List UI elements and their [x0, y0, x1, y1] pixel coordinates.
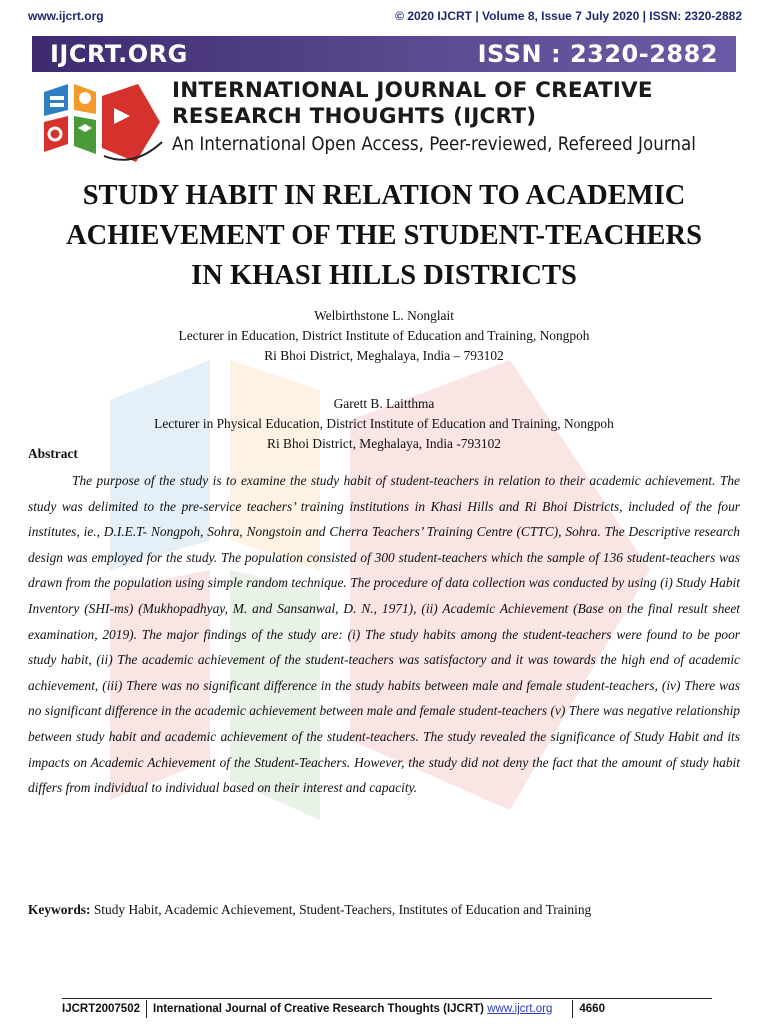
- author-block: [20, 306, 748, 454]
- issue-line: © 2020 IJCRT | Volume 8, Issue 7 July 2020 | ISSN: 2320-2882: [395, 9, 742, 23]
- page-number: 4660: [579, 1003, 605, 1015]
- footer-divider-2: [572, 1000, 573, 1018]
- paper-title-line3: IN KHASI HILLS DISTRICTS: [191, 260, 577, 291]
- site-url[interactable]: www.ijcrt.org: [28, 9, 104, 23]
- paper-id: IJCRT2007502: [62, 1003, 140, 1015]
- author2-affiliation: Lecturer in Physical Education, District Institute of Education and Training, Nongpoh: [154, 416, 614, 431]
- footer-divider: [146, 1000, 147, 1018]
- journal-title-line1: INTERNATIONAL JOURNAL OF CREATIVE: [172, 78, 653, 103]
- footer-url-link[interactable]: www.ijcrt.org: [487, 1003, 553, 1015]
- page-footer: [62, 998, 712, 1019]
- running-header: [28, 6, 742, 26]
- banner-issn: ISSN : 2320-2882: [477, 40, 718, 68]
- paper-title-line2: ACHIEVEMENT OF THE STUDENT-TEACHERS: [66, 220, 702, 251]
- keywords: [28, 900, 740, 920]
- abstract-text: The purpose of the study is to examine the study habit of student-teachers in relation to their academic achievement. The study was delimited to the pre-service teachers’ training institutions in Khasi Hills and Ri Bhoi Districts, included of the four institutes, ie., D.I.E.T- Nongpoh, Sohra, Nongstoin and Cherra Teachers’ Training Centre (CTTC), Sohra. The Descriptive research design was employed for the study. The population consisted of 300 student-teachers which the sample of 136 student-teachers was drawn from the population using simple random technique. The procedure of data collection was conducted by using (i) Study Habit Inventory (SHI-ms) (Mukhopadhyay, M. and Sansanwal, D. N., 1971), (ii) Academic Achievement (Base on the final result sheet examination, 2019). The major findings of the study are: (i) The study habits among the student-teachers were found to be poor study habit, (ii) The academic achievement of the student-teachers was satisfactory and it was towards the high end of academic achievement, (iii) There was no significant difference in the study habits between male and female student-teachers, (iv) There was no significant difference in the academic achievement between male and female student-teachers (v) There was negative relationship between study habit and academic achievement of the student-teachers. The study revealed the significance of Study Habit and its impacts on Academic Achievement of the Student-Teachers. However, the study did not deny the fact that the amount of study habit differs from individual to individual based on their interest and capacity.: [28, 473, 740, 796]
- footer-journal-name: International Journal of Creative Research Thoughts (IJCRT): [153, 1003, 484, 1015]
- ijcrt-logo-icon: [38, 82, 166, 170]
- keywords-label: Keywords:: [28, 902, 91, 917]
- author1-address: Ri Bhoi District, Meghalaya, India – 793102: [264, 348, 504, 363]
- author1-affiliation: Lecturer in Education, District Institute of Education and Training, Nongpoh: [178, 328, 590, 343]
- paper-title-line1: STUDY HABIT IN RELATION TO ACADEMIC: [82, 180, 686, 211]
- journal-subtitle: An International Open Access, Peer-reviewed, Refereed Journal: [172, 134, 696, 155]
- author2-address: Ri Bhoi District, Meghalaya, India -793102: [267, 436, 501, 451]
- author1-name: Welbirthstone L. Nonglait: [314, 308, 454, 323]
- journal-banner: [32, 36, 736, 72]
- journal-title-line2: RESEARCH THOUGHTS (IJCRT): [172, 104, 537, 129]
- author2-name: Garett B. Laitthma: [333, 396, 435, 411]
- banner-site: IJCRT.ORG: [50, 40, 188, 68]
- abstract-heading: Abstract: [28, 446, 78, 461]
- journal-title: [172, 78, 732, 130]
- paper-title: [20, 176, 748, 296]
- keywords-text: Study Habit, Academic Achievement, Student-Teachers, Institutes of Education and Training: [93, 902, 592, 917]
